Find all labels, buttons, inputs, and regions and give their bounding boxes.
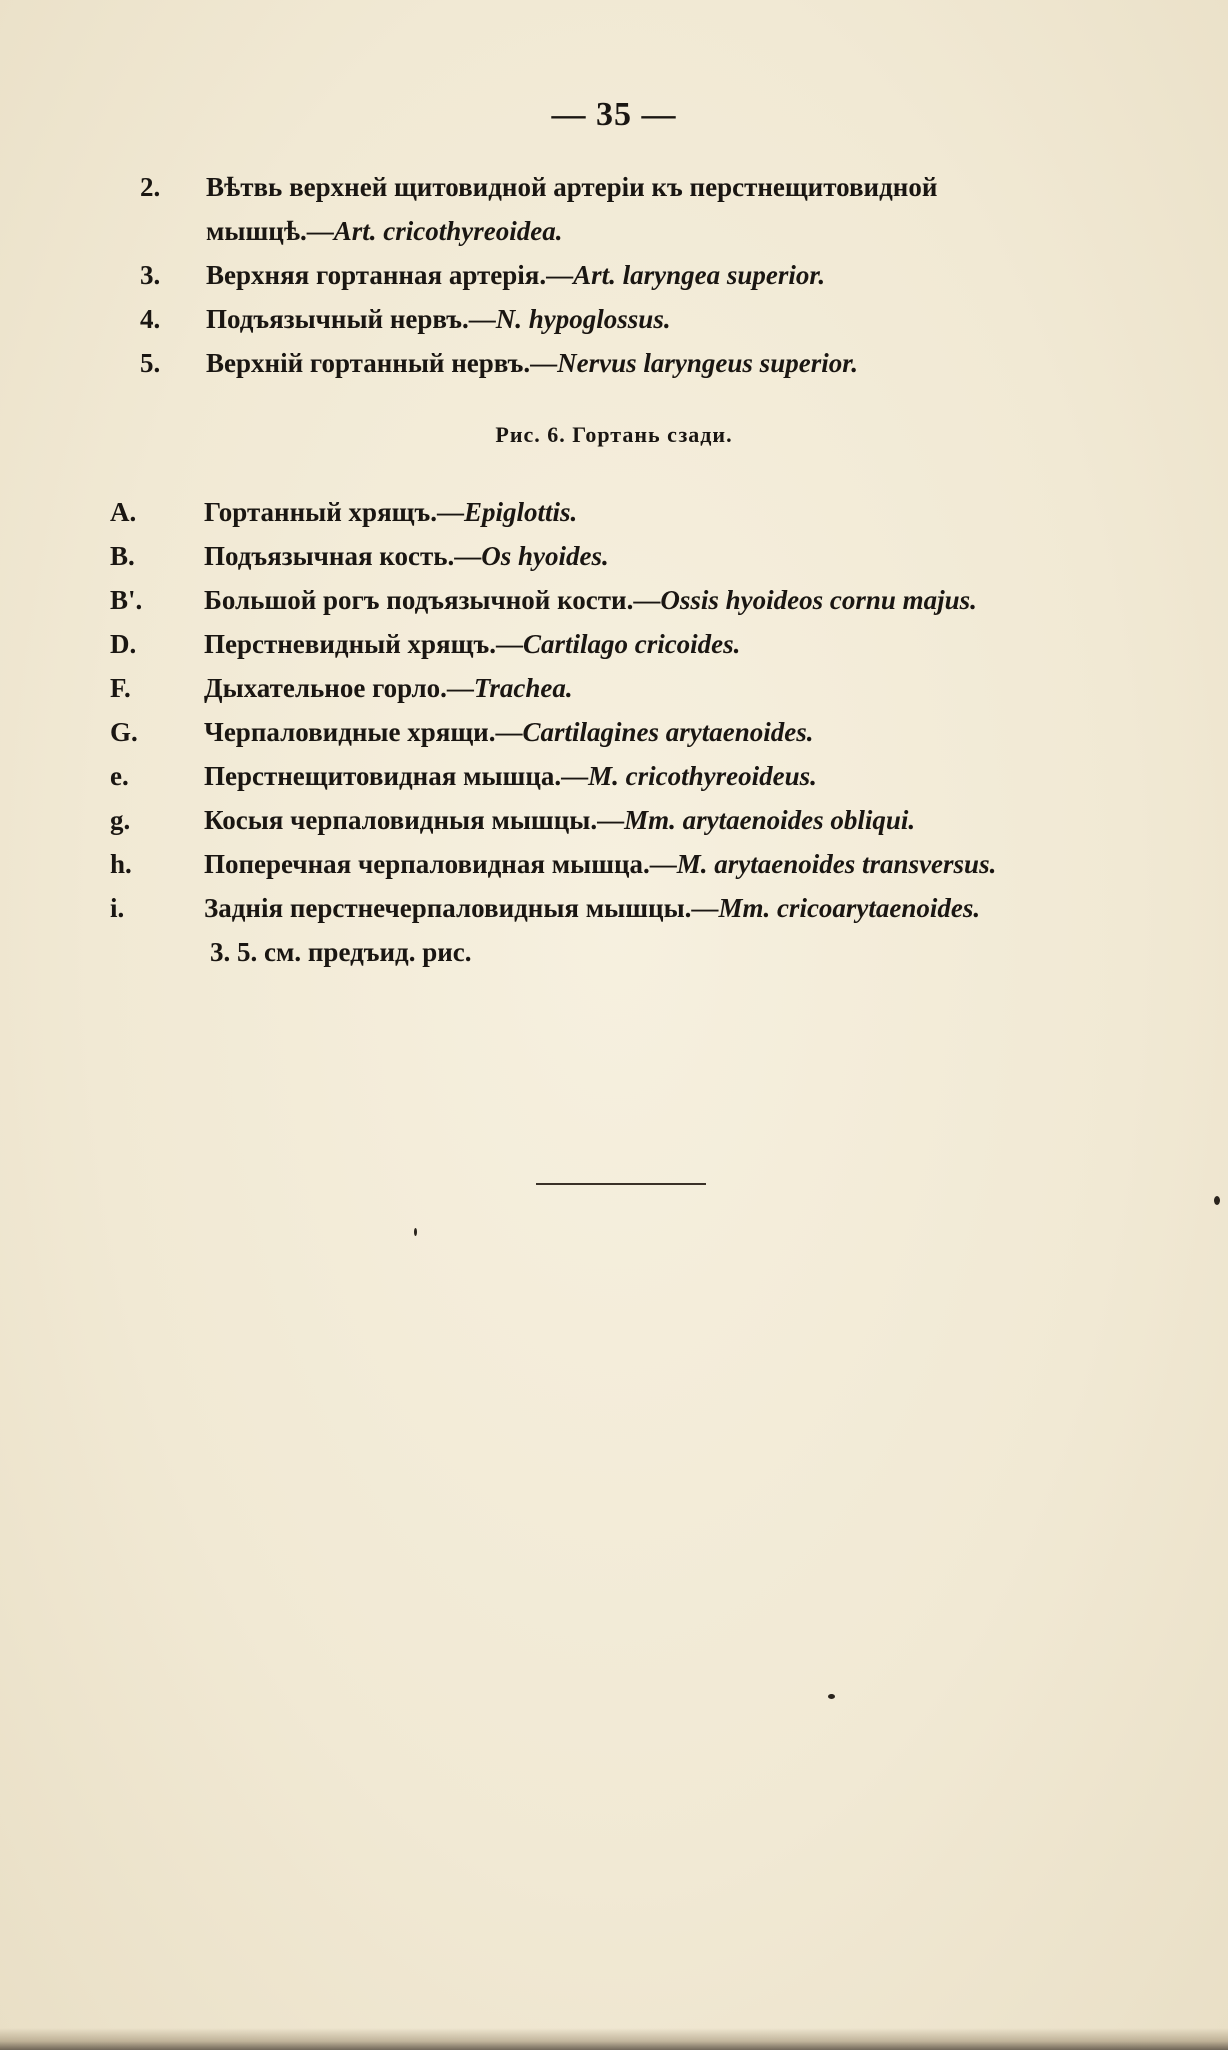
item-text: Верхняя гортанная артерія.— — [206, 260, 574, 290]
item-latin: Ossis hyoideos cornu majus. — [660, 585, 977, 615]
item-latin: Trachea. — [473, 673, 573, 703]
item-text: Большой рогъ подъязычной кости.— — [204, 585, 661, 615]
item-label: F. — [110, 673, 131, 703]
legend-item — [140, 165, 1120, 209]
item-latin: Mm. cricoarytaenoides. — [718, 893, 981, 923]
item-latin: Nervus laryngeus superior. — [557, 348, 858, 378]
item-text: Заднія перстнечерпаловидныя мышцы.— — [204, 893, 719, 923]
item-label: G. — [110, 717, 138, 747]
item-text: Перстневидный хрящъ.— — [204, 629, 523, 659]
legend-item — [110, 666, 1090, 710]
figure-legend-list — [110, 490, 1090, 974]
legend-item — [110, 578, 1090, 622]
ink-speck — [1214, 1196, 1220, 1205]
item-label: 5. — [140, 348, 161, 378]
legend-item — [110, 754, 1090, 798]
item-label: A. — [110, 497, 137, 527]
item-label: 2. — [140, 172, 161, 202]
legend-item — [110, 710, 1090, 754]
item-latin: N. hypoglossus. — [495, 304, 671, 334]
legend-item-continuation — [140, 209, 1120, 253]
legend-item — [110, 798, 1090, 842]
item-latin: Cartilago cricoides. — [522, 629, 741, 659]
legend-item — [140, 253, 1120, 297]
footnote — [110, 930, 1090, 974]
legend-item — [110, 886, 1090, 930]
item-text: мышцѣ.— — [206, 216, 334, 246]
item-text: Верхній гортанный нервъ.— — [206, 348, 558, 378]
page-edge-shadow — [0, 2028, 1228, 2050]
item-latin: Epiglottis. — [463, 497, 578, 527]
legend-item — [110, 534, 1090, 578]
item-label: i. — [110, 893, 125, 923]
item-text: Косыя черпаловидныя мышцы.— — [204, 805, 625, 835]
item-latin: Mm. arytaenoides obliqui. — [624, 805, 916, 835]
item-text: Гортанный хрящъ.— — [204, 497, 464, 527]
legend-item — [110, 622, 1090, 666]
top-legend-list — [140, 165, 1120, 385]
item-label: 4. — [140, 304, 161, 334]
item-text: Вѣтвь верхней щитовидной артеріи къ перстнещитовидной — [206, 172, 938, 202]
item-text: Перстнещитовидная мышца.— — [204, 761, 589, 791]
page-number: — 35 — — [551, 96, 677, 133]
item-latin: Os hyoides. — [481, 541, 609, 571]
divider-rule — [536, 1183, 706, 1185]
item-label: 3. — [140, 260, 161, 290]
legend-item — [140, 341, 1120, 385]
ink-speck — [414, 1228, 417, 1236]
item-latin: M. cricothyreoideus. — [588, 761, 817, 791]
item-latin: Art. laryngea superior. — [573, 260, 826, 290]
legend-item — [110, 842, 1090, 886]
legend-item — [110, 490, 1090, 534]
item-text: Поперечная черпаловидная мышца.— — [204, 849, 677, 879]
item-latin: Art. cricothyreoidea. — [333, 216, 563, 246]
item-latin: M. arytaenoides transversus. — [676, 849, 997, 879]
item-label: h. — [110, 849, 132, 879]
item-text: Черпаловидные хрящи.— — [204, 717, 523, 747]
item-label: B'. — [110, 585, 143, 615]
ink-speck — [828, 1694, 835, 1699]
footnote-text: 3. 5. см. предъид. рис. — [210, 937, 472, 967]
item-label: e. — [110, 761, 129, 791]
item-latin: Cartilagines arytaenoides. — [522, 717, 814, 747]
item-text: Подъязычная кость.— — [204, 541, 482, 571]
item-text: Дыхательное горло.— — [204, 673, 474, 703]
item-label: g. — [110, 805, 131, 835]
figure-caption: Рис. 6. Гортань сзади. — [495, 422, 733, 447]
item-label: B. — [110, 541, 135, 571]
item-text: Подъязычный нервъ.— — [206, 304, 496, 334]
legend-item — [140, 297, 1120, 341]
item-label: D. — [110, 629, 137, 659]
